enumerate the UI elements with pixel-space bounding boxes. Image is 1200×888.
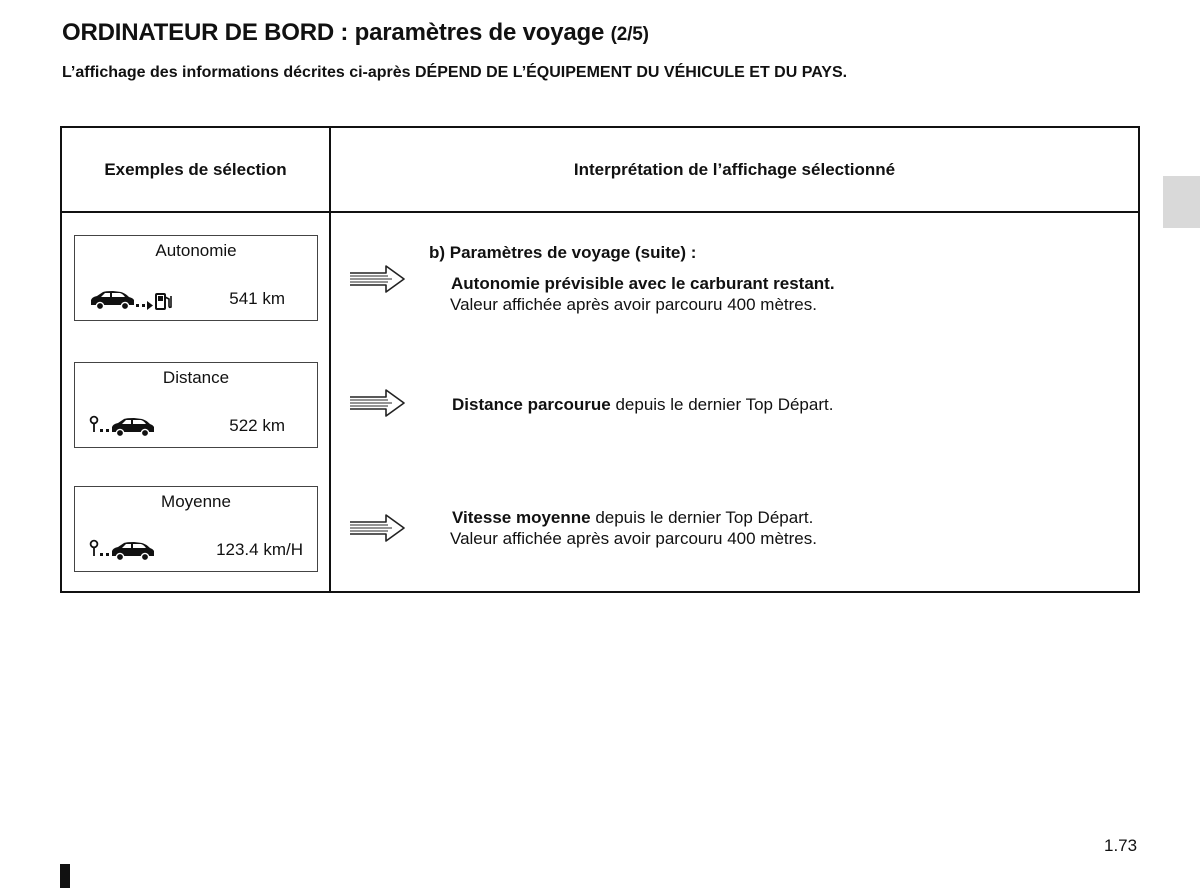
car-to-fuel-pump-icon [89,287,179,311]
info-table [60,126,1140,593]
title-page-suffix: (2/5) [610,24,649,45]
page-title [62,19,649,47]
corner-mark [60,864,70,888]
distance-description [452,395,833,415]
display-value: 522 km [229,416,285,435]
display-moyenne [74,486,318,572]
moyenne-bold: Vitesse moyenne [452,508,591,527]
arrow-right-icon [348,513,406,543]
arrow-right-icon [348,264,406,294]
autonomie-note: Valeur affichée après avoir parcouru 400 mètres. [450,295,817,314]
display-autonomie [74,235,318,321]
display-value: 123.4 km/H [216,540,303,559]
display-value: 541 km [229,289,285,308]
title-main: ORDINATEUR DE BORD : paramètres de voyage [62,19,605,46]
autonomie-description: Autonomie prévisible avec le carburant restant. [451,274,835,293]
display-label: Autonomie [155,241,237,260]
page-subtitle: L’affichage des informations décrites ci-après DÉPEND DE L’ÉQUIPEMENT DU VÉHICULE ET DU PAYS. [62,64,848,81]
display-label: Moyenne [161,492,231,511]
display-label: Distance [162,368,230,387]
moyenne-rest: depuis le dernier Top Départ. [590,508,814,527]
distance-bold: Distance parcourue [452,395,611,414]
display-distance [74,362,318,448]
header-divider [62,211,1138,213]
moyenne-note: Valeur affichée après avoir parcouru 400 mètres. [450,529,817,548]
start-pin-to-car-icon [89,414,179,438]
header-interpretation: Interprétation de l’affichage sélectionné [573,159,896,179]
start-pin-to-car-icon [89,538,179,562]
header-examples: Exemples de sélection [104,159,287,179]
arrow-right-icon [348,388,406,418]
distance-rest: depuis le dernier Top Départ. [610,395,834,414]
moyenne-description [452,508,813,528]
page-number: 1.73 [1104,836,1138,855]
chapter-tab [1163,176,1200,228]
section-title: b) Paramètres de voyage (suite) : [429,243,697,262]
